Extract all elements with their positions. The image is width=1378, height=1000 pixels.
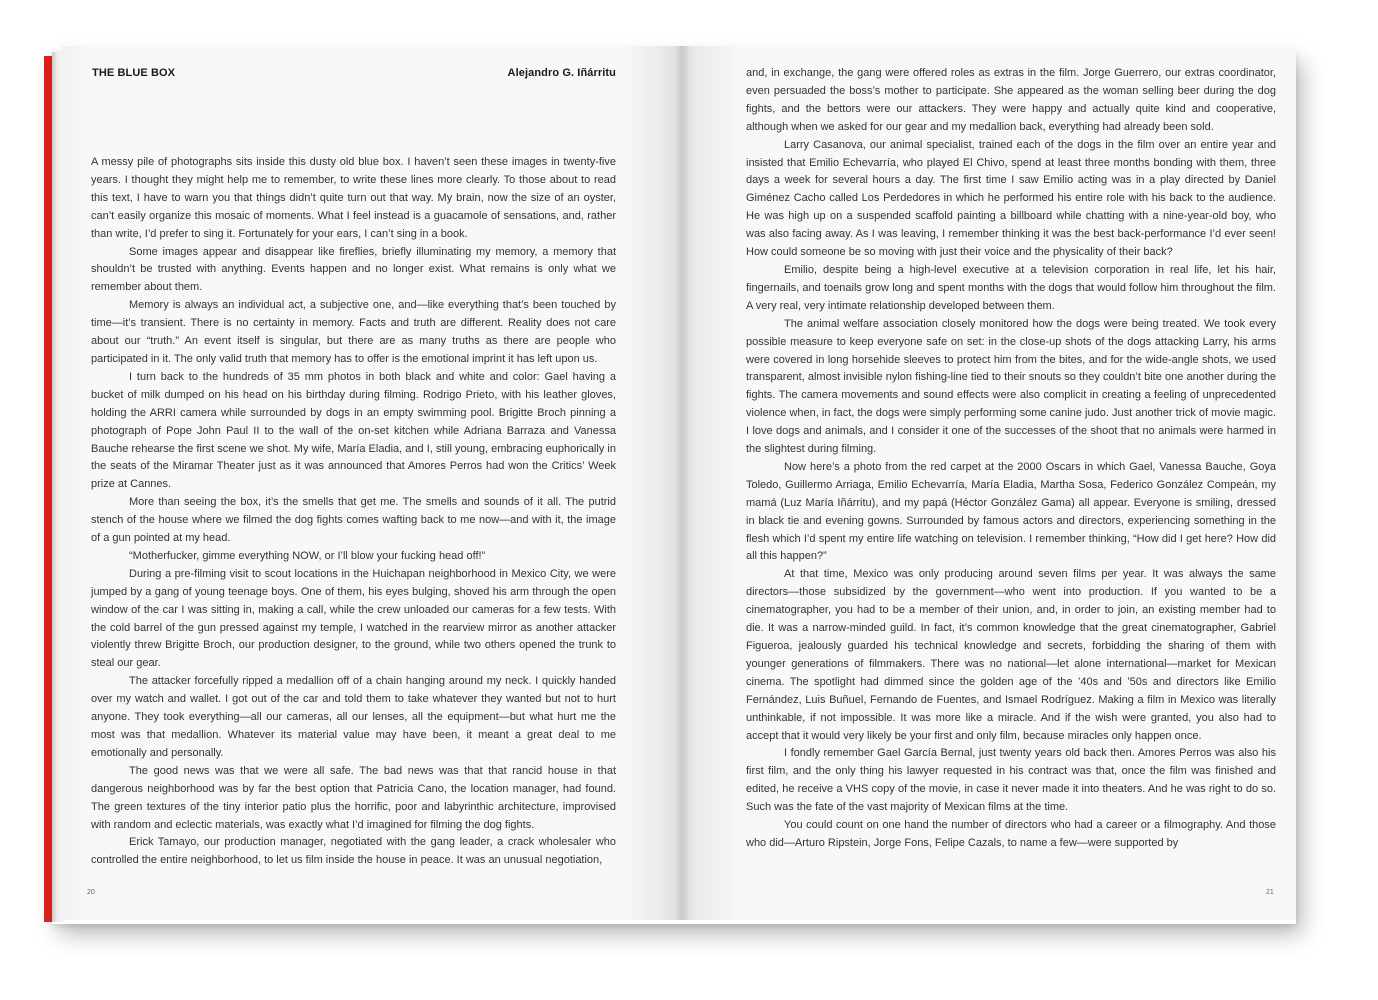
page-number-left: 20 (87, 889, 95, 896)
paragraph: Now here’s a photo from the red carpet at the 2000 Oscars in which Gael, Vanessa Bauche, Goya Toledo, Guillermo Arriaga, Emilio Echevarría, María Eladia, Martha Sosa, Federico González Compeán, my mamá (Luz María Iñárritu), and my papá (Héctor González Gama) all appear. Everyone is smiling, dressed in black tie and evening gowns. Surrounded by famous actors and directors, experiencing something in the flesh which I’d spent my entire life watching on television. I remember thinking, “How did I get here? How did all this happen?” (746, 460, 1276, 563)
paragraph: Larry Casanova, our animal specialist, trained each of the dogs in the film over an entire year and insisted that Emilio Echevarría, who played El Chivo, spend at least three months bonding with them, three days a week for several hours a day. The first time I saw Emilio acting was in a play directed by Daniel Giménez Cacho called Los Perdedores in which he performed his entire role with his back to the audience. He was high up on a suspended scaffold painting a billboard while chatting with a nine-year-old boy, who was also facing away. As I was leaving, I remember thinking it was the best back-performance I’d ever seen! How could someone be so moving with just their voice and the physicality of their back? (746, 138, 1276, 259)
running-head-author: Alejandro G. Iñárritu (507, 67, 616, 79)
red-page-edge (44, 56, 52, 922)
paragraph: At that time, Mexico was only producing around seven films per year. It was always the same directors—those subsidized by the government—who went into production. If you wanted to be a cinematographer, you had to be a member of their union, and, in order to join, an existing member had to die. It was a narrow-minded guild. In fact, it’s common knowledge that the great cinematographer, Gabriel Figueroa, jealously guarded his technical knowledge and secrets, forbidding the sharing of them with younger generations of filmmakers. There was no national—let alone international—market for Mexican cinema. The spotlight had dimmed since the golden age of the ’40s and ’50s and directors like Emilio Fernández, Luis Buñuel, Fernando de Fuentes, and Ismael Rodríguez. Making a film in Mexico was literally unthinkable, if not impossible. It was more like a miracle. And if the wish were granted, you also had to accept that it would very likely be your first and only film, because miracles only happen once. (746, 568, 1276, 742)
paragraph: Memory is always an individual act, a subjective one, and—like everything that’s been touched by time—it’s transient. There is no certainty in memory. Facts and truth are different. Reality does not care about our “truth.” An event itself is singular, but there are as many truths as there are people who participated in it. The only valid truth that memory has to offer is the emotional imprint it has left upon us. (91, 299, 616, 365)
paragraph: More than seeing the box, it’s the smells that get me. The smells and sounds of it all. The putrid stench of the house where we filmed the dog fights comes wafting back to me now—and with it, the image of a gun pointed at my head. (91, 496, 616, 545)
paragraph: During a pre-filming visit to scout locations in the Huichapan neighborhood in Mexico City, we were jumped by a gang of young teenage boys. One of them, his eyes bulging, shoved his arm through the open window of the car I was sitting in, making a call, while the crew unloaded our cameras for a few tests. With the cold barrel of the gun pressed against my temple, I watched in the rearview mirror as another attacker violently threw Brigitte Broch, our production designer, to the ground, while two others opened the trunk to steal our gear. (91, 567, 616, 670)
paragraph: The attacker forcefully ripped a medallion off of a chain hanging around my neck. I quickly handed over my watch and wallet. I got out of the car and told them to take whatever they wanted but not to hurt anyone. They took everything—all our cameras, all our lenses, all the equipment—but what hurt me the most was that medallion. Whatever its material value may have been, it meant a great deal to me emotionally and personally. (91, 675, 616, 759)
paragraph: The good news was that we were all safe. The bad news was that that rancid house in that dangerous neighborhood was by far the best option that Patricia Cano, the location manager, had found. The green textures of the tiny interior patio plus the horrific, poor and labyrinthic architecture, improvised with random and eclectic materials, was exactly what I’d imagined for filming the dog fights. (91, 764, 616, 831)
paragraph: “Motherfucker, gimme everything NOW, or I’ll blow your fucking head off!” (129, 549, 486, 562)
paragraph: Some images appear and disappear like fireflies, briefly illuminating my memory, a memory that shouldn’t be trusted with anything. Events happen and no longer exist. What remains is only what we remember about them. (91, 245, 616, 294)
paragraph: I turn back to the hundreds of 35 mm photos in both black and white and color: Gael having a bucket of milk dumped on his head on his birthday during filming. Rodrigo Prieto, with his leather gloves, holding the ARRI camera while surrounded by dogs in an empty swimming pool. Brigitte Broch pinning a photograph of Pope John Paul II to the wall of the on-set kitchen while Adriana Barraza and Vanessa Bauche rehearse the first scene we shot. My wife, María Eladia, and I, still young, embracing euphorically in the seats of the Miramar Theater just as it was announced that Amores Perros had won the Critics’ Week prize at Cannes. (91, 370, 616, 491)
right-body-text (746, 65, 1276, 853)
paragraph: The animal welfare association closely monitored how the dogs were being treated. We took every possible measure to keep everyone safe on set: in the close-up shots of the dogs attacking Larry, his arms were covered in long horsehide sleeves to protect him from the bites, and for the wide-angle shots, we used transparent, almost invisible nylon fishing-line tied to their snouts so they couldn’t bite one another during the fights. The camera movements and sound effects were also complicit in creating a feeling of unprecedented violence when, in fact, the dogs were simply performing some canine judo. Just another trick of movie magic. I love dogs and animals, and I consider it one of the successes of the shoot that no animals were harmed in the slightest during filming. (746, 317, 1276, 456)
paragraph: Emilio, despite being a high-level executive at a television corporation in real life, let his hair, fingernails, and toenails grow long and spent months with the dogs that would follow him throughout the film. A very real, very intimate relationship developed between them. (746, 263, 1276, 312)
paragraph: You could count on one hand the number of directors who had a career or a filmography. And those who did—Arturo Ripstein, Jorge Fons, Felipe Cazals, to name a few—were supported by (746, 819, 1276, 849)
paragraph: and, in exchange, the gang were offered roles as extras in the film. Jorge Guerrero, our extras coordinator, even persuaded the boss’s mother to participate. She appeared as the woman selling beer during the dog fights, and the bettors were our attackers. They were happy and actually quite kind and cooperative, although when we asked for our gear and my medallion back, everything had already been sold. (746, 67, 1276, 133)
running-head-title: THE BLUE BOX (92, 67, 176, 79)
page-number-right: 21 (1266, 889, 1274, 896)
paragraph: I fondly remember Gael García Bernal, just twenty years old back then. Amores Perros was also his first film, and the only thing his lawyer requested in his contract was that, once the film was finished and edited, he receive a VHS copy of the movie, in case it never made it into theaters. And he was right to do so. Such was the fate of the vast majority of Mexican films at the time. (746, 747, 1276, 814)
paragraph: Erick Tamayo, our production manager, negotiated with the gang leader, a crack wholesaler who controlled the entire neighborhood, to let us film inside the house in peace. It was an unusual negotiation, (91, 836, 616, 867)
left-body-text (91, 154, 616, 870)
paragraph: A messy pile of photographs sits inside this dusty old blue box. I haven’t seen these images in twenty-five years. I thought they might help me to remember, to write these lines more clearly. To those about to read this text, I have to warn you that things didn’t quite turn out that way. My brain, now the size of an oyster, can’t easily organize this mosaic of moments. What I feel instead is a guacamole of sensations, and, rather than write, I’d prefer to sing it. Fortunately for your ears, I can’t sing in a book. (91, 156, 616, 240)
book-gutter (676, 46, 688, 920)
